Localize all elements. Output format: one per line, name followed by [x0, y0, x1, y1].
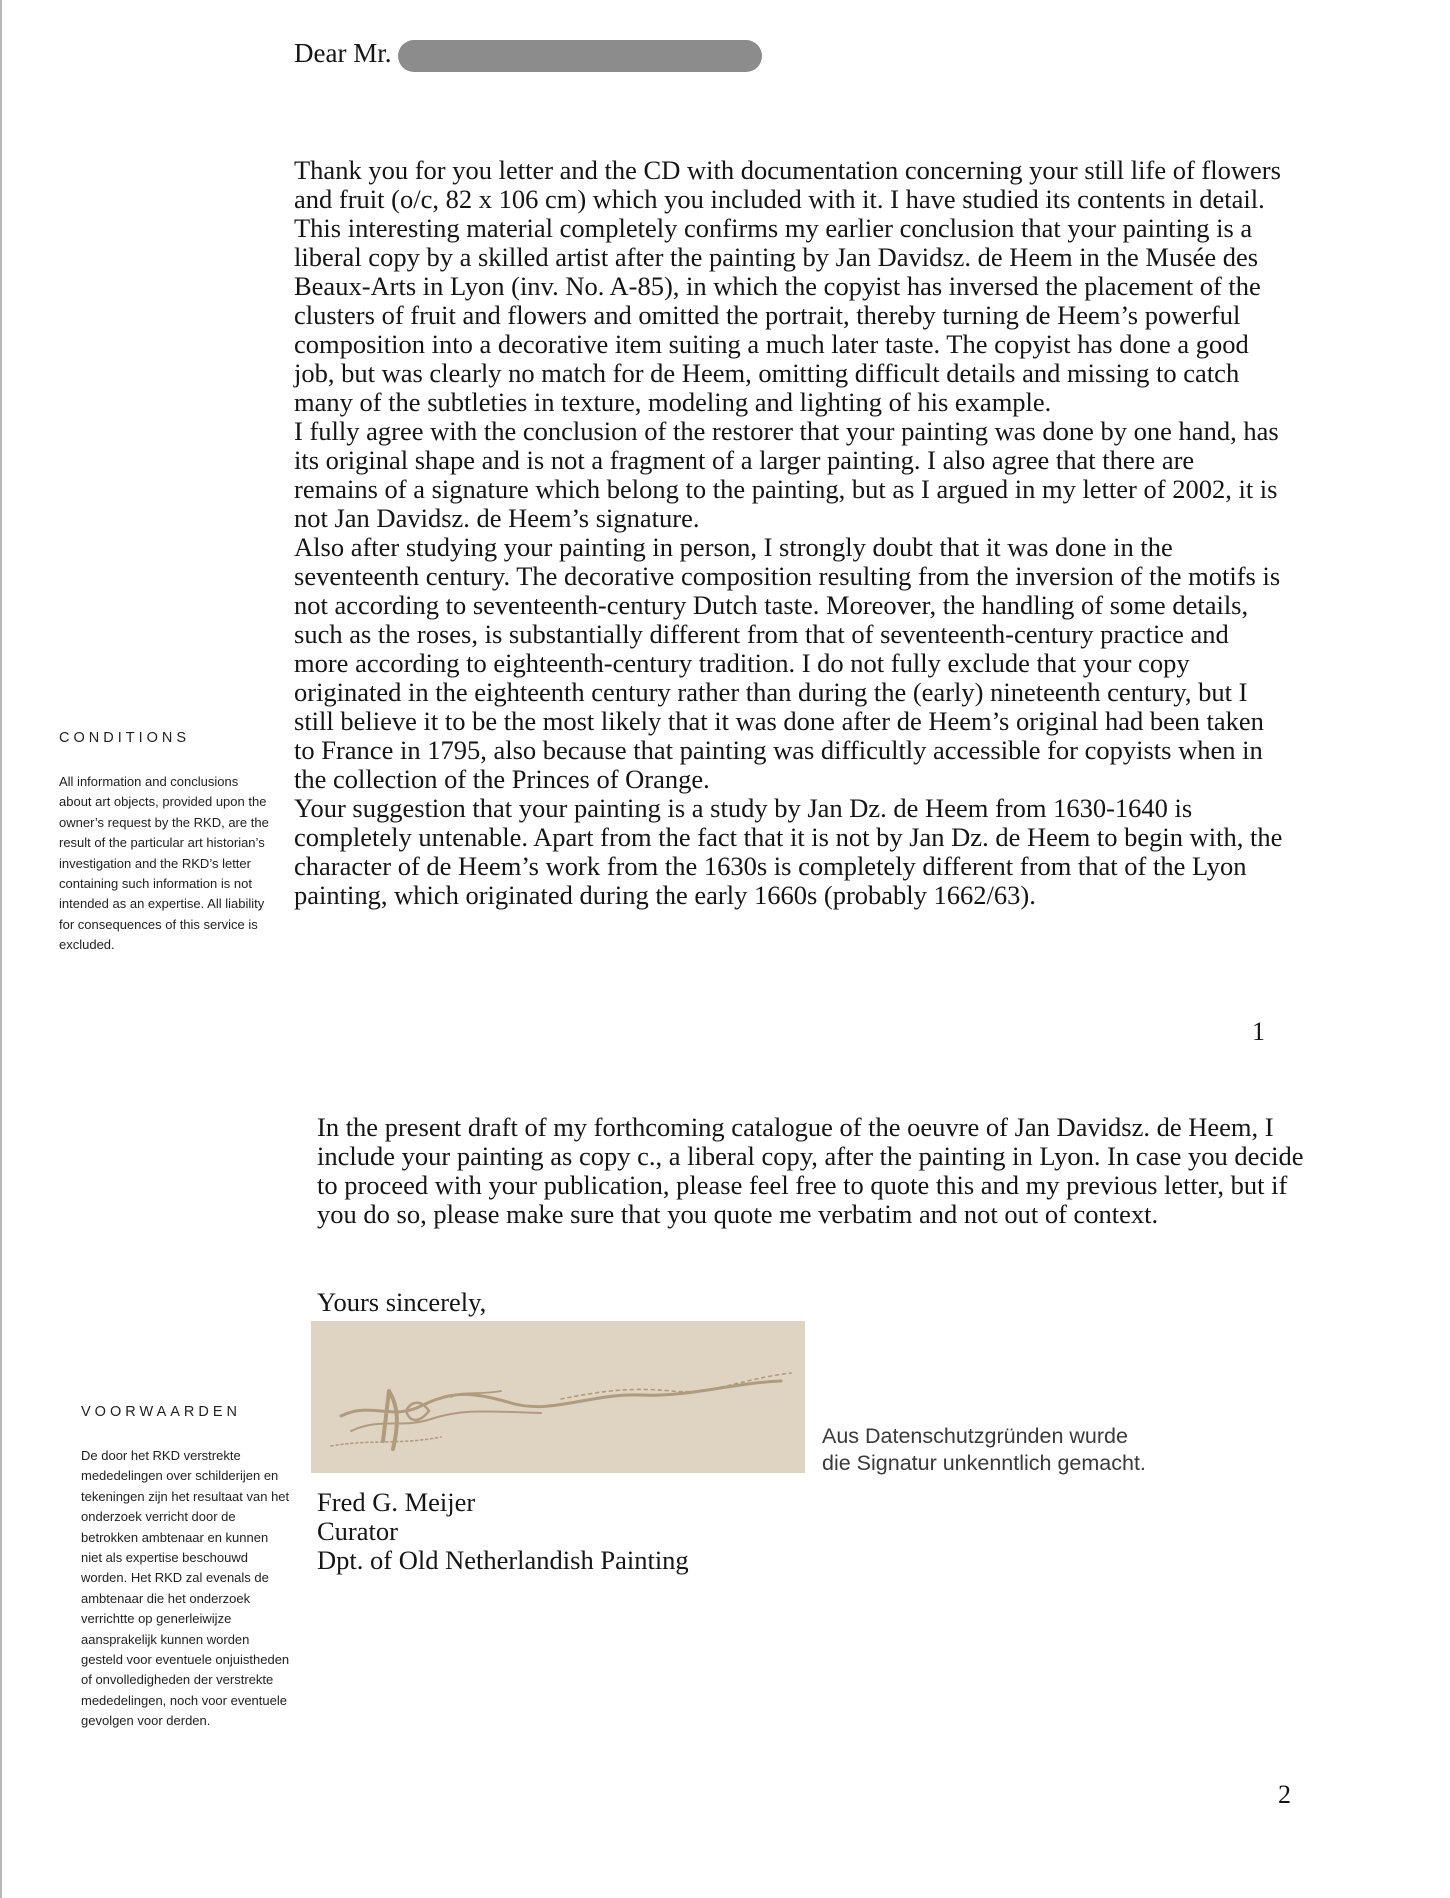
voorwaarden-heading: VOORWAARDEN [81, 1404, 242, 1420]
privacy-note-line-1: Aus Datenschutzgründen wurde [822, 1424, 1128, 1448]
signer-name: Fred G. Meijer [317, 1487, 476, 1517]
signature-scribble-icon [311, 1321, 805, 1473]
paragraph-1: Thank you for you letter and the CD with documentation concerning your still life of flowers and fruit (o/c, 82 x 106 cm) which you included with it. I have studied its contents in detail. This interesting material completely confirms my earlier conclusion that your painting is a liberal copy by a skilled artist after the painting by Jan Davidsz. de Heem in the Musée des Beaux-Arts in Lyon (inv. No. A-85), in which the copyist has inversed the placement of the clusters of fruit and flowers and omitted the portrait, thereby turning de Heem’s powerful composition into a decorative item suiting a much later taste. The copyist has done a good job, but was clearly no match for de Heem, omitting difficult details and missing to catch many of the subtleties in texture, modeling and lighting of his example. [294, 155, 1281, 417]
conditions-text: All information and conclusions about art objects, provided upon the owner’s request by the RKD, are the result of the particular art historian’s investigation and the RKD’s letter containing such information is not intended as an expertise. All liability for consequences of this service is excluded. [59, 774, 269, 953]
voorwaarden-text: De door het RKD verstrekte mededelingen over schilderijen en tekeningen zijn het resultaat van het onderzoek verricht door de betrokken ambtenaar en kunnen niet als expertise beschouwd worden. Het RKD zal evenals de ambtenaar die het onderzoek verrichtte op generleiwijze aansprakelijk kunnen worden gesteld voor eventuele onjuistheden of onvolledigheden der verstrekte mededelingen, noch voor eventuele gevolgen voor derden. [81, 1448, 290, 1729]
paragraph-4: Your suggestion that your painting is a study by Jan Dz. de Heem from 1630-1640 is completely untenable. Apart from the fact that it is not by Jan Dz. de Heem to begin with, the character of de Heem’s work from the 1630s is completely different from that of the Lyon painting, which originated during the early 1660s (probably 1662/63). [294, 793, 1283, 910]
privacy-note [822, 1423, 1202, 1477]
paragraph-2: I fully agree with the conclusion of the restorer that your painting was done by one hand, has its original shape and is not a fragment of a larger painting. I also agree that there are remains of a signature which belong to the painting, but as I argued in my letter of 2002, it is not Jan Davidsz. de Heem’s signature. [294, 416, 1279, 533]
paragraph-page-2: In the present draft of my forthcoming catalogue of the oeuvre of Jan Davidsz. de Heem, I include your painting as copy c., a liberal copy, after the painting in Lyon. In case you decide to proceed with your publication, please feel free to quote this and my previous letter, but if you do so, please make sure that you quote me verbatim and not out of context. [317, 1112, 1304, 1229]
salutation: Dear Mr. [294, 38, 392, 68]
page-number-1: 1 [1252, 1017, 1265, 1046]
sidebar-conditions [59, 730, 269, 956]
paragraph-3: Also after studying your painting in person, I strongly doubt that it was done in the seventeenth century. The decorative composition resulting from the inversion of the motifs is not according to seventeenth-century Dutch taste. Moreover, the handling of some details, such as the roses, is substantially different from that of seventeenth-century practice and more according to eighteenth-century tradition. I do not fully exclude that your copy originated in the eighteenth century rather than during the (early) nineteenth century, but I still believe it to be the most likely that it was done after de Heem’s original had been taken to France in 1795, also because that painting was difficultly accessible for copyists when in the collection of the Princes of Orange. [294, 532, 1281, 794]
obscured-signature-image [311, 1321, 805, 1473]
sidebar-voorwaarden [81, 1404, 291, 1732]
conditions-heading: CONDITIONS [59, 730, 191, 746]
page-edge-line [0, 0, 2, 1898]
page-number-2: 2 [1278, 1780, 1291, 1809]
signer-block [317, 1488, 689, 1575]
signer-title: Curator [317, 1516, 398, 1546]
privacy-note-line-2: die Signatur unkenntlich gemacht. [822, 1451, 1146, 1475]
signer-department: Dpt. of Old Netherlandish Painting [317, 1545, 689, 1575]
closing: Yours sincerely, [317, 1287, 487, 1317]
redacted-name-bar [398, 40, 762, 72]
letter-body-page-1 [294, 156, 1284, 910]
